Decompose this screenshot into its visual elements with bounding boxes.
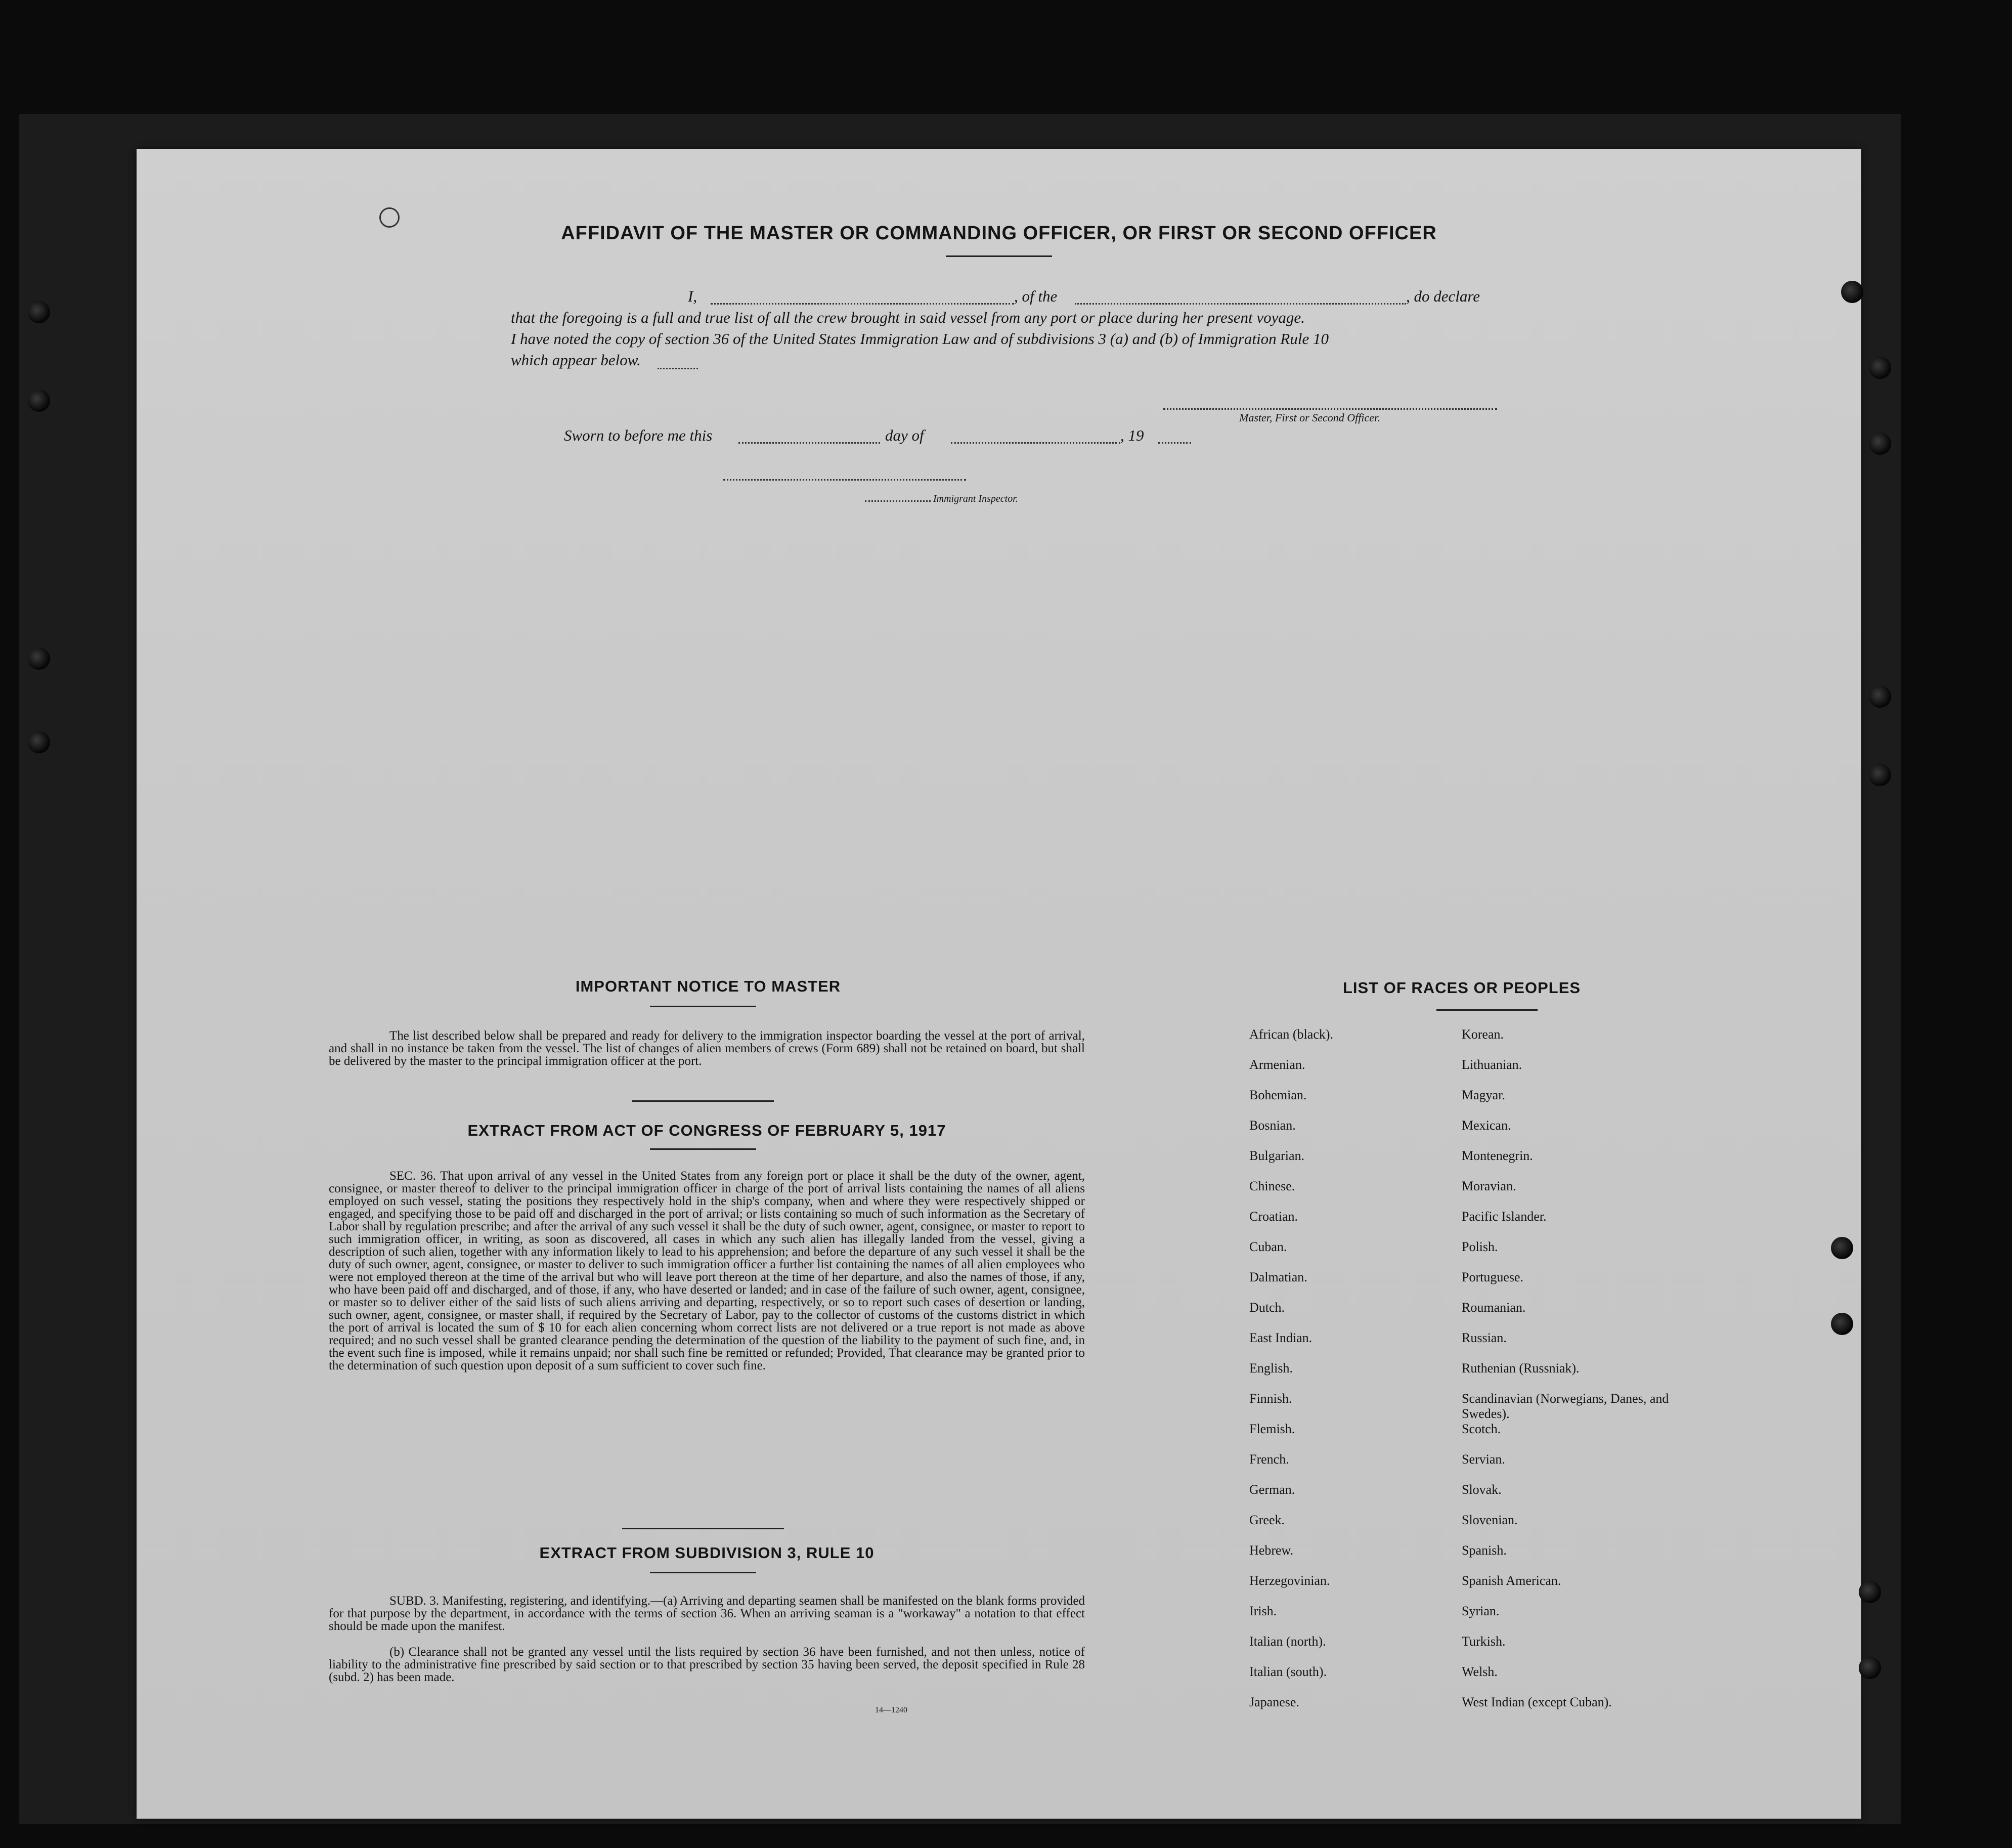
race-item: Herzegovinian. xyxy=(1249,1573,1330,1588)
race-item: Ruthenian (Russniak). xyxy=(1462,1361,1580,1376)
punch-hole xyxy=(1841,281,1863,303)
title-underline xyxy=(946,255,1052,257)
declaration-i: I, xyxy=(688,287,697,305)
notice-divider xyxy=(632,1100,774,1102)
race-item: Moravian. xyxy=(1462,1179,1516,1193)
sworn-year-blank[interactable] xyxy=(1158,442,1191,444)
punch-hole xyxy=(1831,1313,1853,1335)
race-item: Cuban. xyxy=(1249,1239,1287,1254)
act-heading: EXTRACT FROM ACT OF CONGRESS OF FEBRUARY 5, 1917 xyxy=(467,1122,946,1139)
race-item: Bosnian. xyxy=(1249,1118,1296,1133)
race-item: Bohemian. xyxy=(1249,1088,1307,1102)
race-item: African (black). xyxy=(1249,1027,1334,1042)
act-text: SEC. 36. That upon arrival of any vessel in the United States from any foreign port or place it shall be the duty of the owner, agent, consignee, or master thereof to deliver to the principal immigration officer in charge of the port of arrival lists containing the names of all aliens employed on such vessel, stating the positions they respectively hold in the ship's company, when and where they were respectively shipped or engaged, and specifying those to be paid off and discharged in the port of arrival; or lists containing so much of such information as the Secretary of Labor shall by regulation prescribe; and after the arrival of any such vessel it shall be the duty of such owner, agent, consignee, or master to report to such immigration officer, in writing, as soon as discovered, all cases in which any such alien has illegally landed from the vessel, giving a description of such alien, together with any information likely to lead to his apprehension; and before the departure of any such vessel it shall be the duty of such owner, agent, consignee, or master to deliver to such immigration officer a further list containing the names of all alien employees who were not employed thereon at the time of the arrival but who will leave port thereon at the time of her departure, and also the names of those, if any, who have been paid off and discharged, and of those, if any, who have deserted or landed; and in case of the failure of such owner, agent, consignee, or master so to deliver either of the said lists of such aliens arriving and departing, respectively, or so to report such cases of desertion or landing, such owner, agent, consignee, or master shall, if required by the Secretary of Labor, pay to the collector of customs of the customs district in which the port of arrival is located the sum of $ 10 for each alien concerning whom correct lists are not delivered or a true report is not made as above required; and no such vessel shall be granted clearance pending the determination of the question of the liability to the payment of such fine, and, in the event such fine is imposed, while it remains unpaid; nor shall such fine be remitted or refunded; Provided, That clearance may be granted prior to the determination of such question upon deposit of a sum sufficient to cover such fine. xyxy=(329,1169,1085,1372)
race-item: Lithuanian. xyxy=(1462,1057,1522,1072)
punch-hole xyxy=(28,731,50,753)
race-item: Welsh. xyxy=(1462,1664,1498,1679)
notice-underline xyxy=(650,1006,756,1007)
races-right-column xyxy=(1462,1027,1674,1725)
punch-hole xyxy=(1859,1581,1881,1603)
notice-heading: IMPORTANT NOTICE TO MASTER xyxy=(575,977,841,995)
name-blank[interactable] xyxy=(711,303,1014,305)
notice-text: The list described below shall be prepared and ready for delivery to the immigration inspector boarding the vessel at the port of arrival, and shall in no instance be taken from the vessel. The list of changes of alien members of crews (Form 689) shall not be retained on board, but shall be delivered by the master to the principal immigration officer at the port. xyxy=(329,1029,1085,1068)
inspector-signature-line[interactable] xyxy=(723,479,966,481)
race-item: Spanish American. xyxy=(1462,1573,1561,1588)
vessel-blank[interactable] xyxy=(1075,303,1406,305)
race-item: Spanish. xyxy=(1462,1543,1507,1558)
punch-hole xyxy=(1869,764,1891,786)
sworn-day-of: day of xyxy=(885,426,924,444)
punch-hole xyxy=(1859,1657,1881,1679)
punch-hole xyxy=(1831,1237,1853,1259)
race-item: French. xyxy=(1249,1452,1289,1467)
master-caption: Master, First or Second Officer. xyxy=(1239,411,1380,424)
declaration-of-the: , of the xyxy=(1014,287,1058,305)
race-item: West Indian (except Cuban). xyxy=(1462,1695,1612,1709)
declaration-line-2: that the foregoing is a full and true list of all the crew brought in said vessel from any port or place during her present voyage. xyxy=(511,309,1305,326)
race-item: Finnish. xyxy=(1249,1391,1292,1406)
race-item: Polish. xyxy=(1462,1239,1498,1254)
sworn-line xyxy=(564,425,1373,446)
declaration-line-1 xyxy=(511,286,1674,307)
form-page xyxy=(137,149,1861,1819)
race-item: Dutch. xyxy=(1249,1300,1285,1315)
sworn-prefix: Sworn to before me this xyxy=(564,426,713,444)
punch-hole xyxy=(28,390,50,412)
race-item: Roumanian. xyxy=(1462,1300,1526,1315)
race-item: Pacific Islander. xyxy=(1462,1209,1547,1224)
affidavit-title: AFFIDAVIT OF THE MASTER OR COMMANDING OFFICER, OR FIRST OR SECOND OFFICER xyxy=(561,223,1437,244)
race-item: Montenegrin. xyxy=(1462,1148,1533,1163)
rule-underline xyxy=(650,1572,756,1573)
race-item: Scotch. xyxy=(1462,1422,1501,1436)
punch-hole xyxy=(28,648,50,670)
race-item: Irish. xyxy=(1249,1604,1277,1618)
inspector-caption: Immigrant Inspector. xyxy=(933,493,1018,504)
race-item: Slovenian. xyxy=(1462,1513,1518,1527)
rule-paragraph-b: (b) Clearance shall not be granted any vessel until the lists required by section 36 have been furnished, and not then unless, notice of liability to the administrative fine prescribed by said section or to that prescribed by section 35 having been served, the deposit specified in Rule 28 (subd. 2) has been made. xyxy=(329,1645,1085,1684)
rule-heading: EXTRACT FROM SUBDIVISION 3, RULE 10 xyxy=(539,1544,874,1562)
race-item: Turkish. xyxy=(1462,1634,1506,1649)
punch-hole xyxy=(1869,685,1891,708)
punch-hole xyxy=(1869,357,1891,379)
race-item: Servian. xyxy=(1462,1452,1505,1467)
race-item: Hebrew. xyxy=(1249,1543,1294,1558)
sworn-year: , 19 xyxy=(1120,426,1144,444)
race-item: Italian (south). xyxy=(1249,1664,1327,1679)
master-signature-line[interactable] xyxy=(1163,408,1497,410)
race-item: Italian (north). xyxy=(1249,1634,1326,1649)
race-item: Bulgarian. xyxy=(1249,1148,1305,1163)
race-item: Scandinavian (Norwegians, Danes, and Swedes). xyxy=(1462,1391,1669,1421)
act-divider xyxy=(622,1528,784,1529)
races-left-column xyxy=(1249,1027,1452,1725)
declaration-line-3: I have noted the copy of section 36 of the United States Immigration Law and of subdivisions 3 (a) and (b) of Immigration Rule 10 xyxy=(511,330,1329,348)
races-underline xyxy=(1436,1009,1538,1011)
race-item: Flemish. xyxy=(1249,1422,1295,1436)
race-item: East Indian. xyxy=(1249,1330,1313,1345)
declaration-line-4: which appear below. xyxy=(511,351,641,369)
punch-hole xyxy=(1869,433,1891,455)
race-item: Syrian. xyxy=(1462,1604,1500,1618)
sworn-month-blank[interactable] xyxy=(951,442,1120,444)
act-underline xyxy=(650,1148,756,1150)
race-item: Mexican. xyxy=(1462,1118,1511,1133)
races-heading: LIST OF RACES OR PEOPLES xyxy=(1342,979,1581,997)
race-item: Armenian. xyxy=(1249,1057,1305,1072)
rule-paragraph-a: SUBD. 3. Manifesting, registering, and identifying.—(a) Arriving and departing seamen shall be manifested on the blank forms provided for that purpose by the department, in accordance with the terms of section 36. When an arriving seaman is a "workaway" a notation to that effect should be made upon the manifest. xyxy=(329,1594,1085,1633)
race-item: Russian. xyxy=(1462,1330,1507,1345)
sworn-day-blank[interactable] xyxy=(738,442,880,444)
form-number: 14—1240 xyxy=(875,1706,907,1714)
race-item: Korean. xyxy=(1462,1027,1504,1042)
inspector-lead-line xyxy=(865,500,931,502)
punch-hole xyxy=(28,301,50,323)
race-item: Japanese. xyxy=(1249,1695,1299,1709)
race-item: English. xyxy=(1249,1361,1293,1376)
race-item: Croatian. xyxy=(1249,1209,1298,1224)
declaration-tail-blank xyxy=(658,368,698,369)
race-item: Magyar. xyxy=(1462,1088,1505,1102)
declaration-do-declare: , do declare xyxy=(1406,287,1480,305)
race-item: Greek. xyxy=(1249,1513,1285,1527)
race-item: Chinese. xyxy=(1249,1179,1295,1193)
race-item: Slovak. xyxy=(1462,1482,1502,1497)
race-item: Portuguese. xyxy=(1462,1270,1524,1284)
race-item: Dalmatian. xyxy=(1249,1270,1307,1284)
race-item: German. xyxy=(1249,1482,1295,1497)
